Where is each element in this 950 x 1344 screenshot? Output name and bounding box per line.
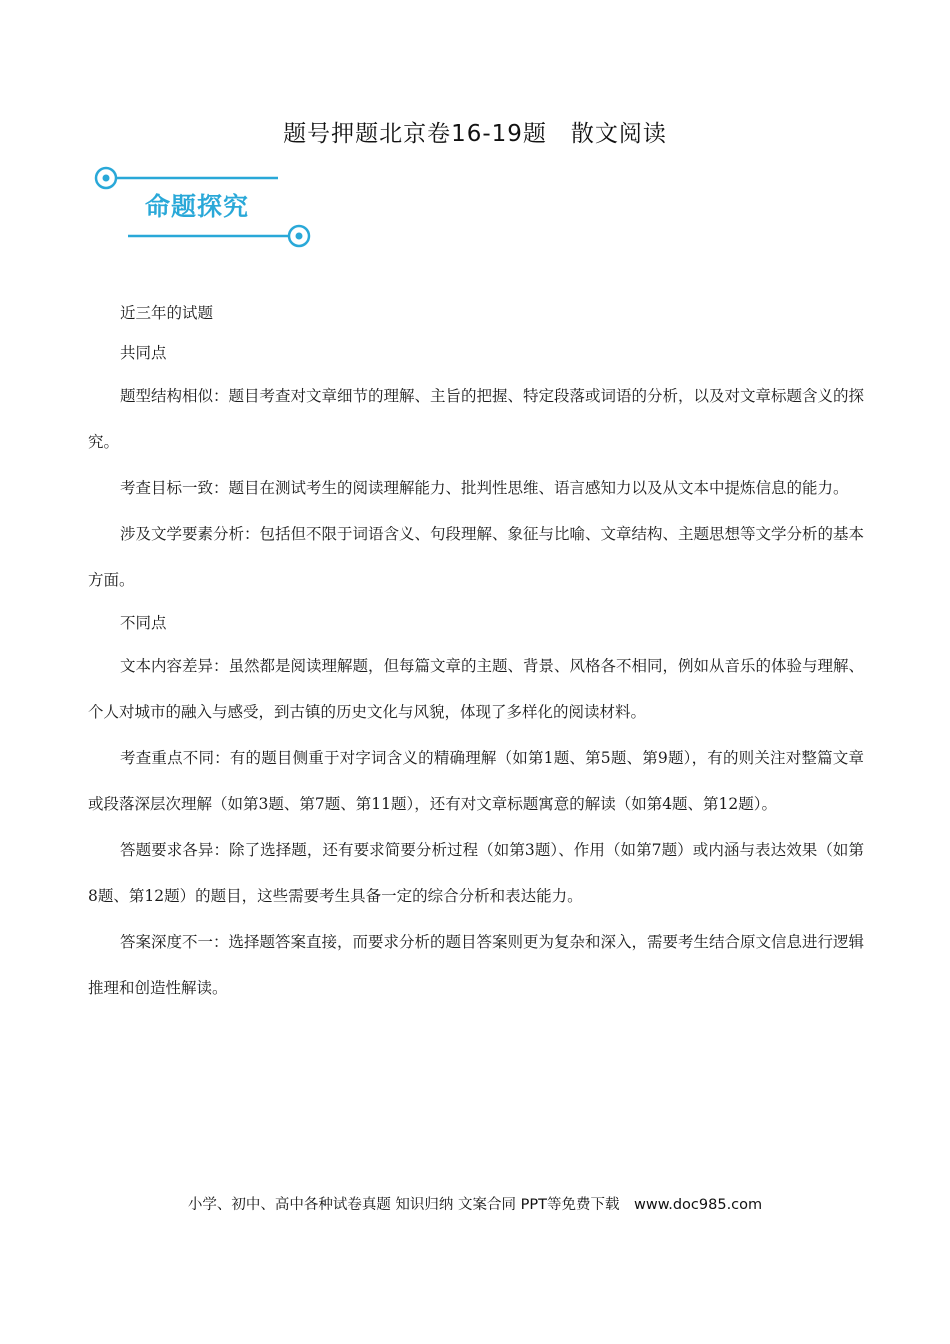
body-paragraph: 考查目标一致：题目在测试考生的阅读理解能力、批判性思维、语言感知力以及从文本中提炼信息的能力。: [120, 479, 849, 497]
subheading: 共同点: [120, 344, 167, 362]
subheading: 不同点: [120, 614, 167, 632]
body-paragraph: 文本内容差异：虽然都是阅读理解题，但每篇文章的主题、背景、风格各不相同，例如从音乐的体验与理解、个人对城市的融入与感受，到古镇的历史文化与风貌，体现了多样化的阅读材料。: [88, 657, 865, 721]
body-paragraph: 题型结构相似：题目考查对文章细节的理解、主旨的把握、特定段落或词语的分析，以及对文章标题含义的探究。: [88, 387, 865, 451]
section-badge-label: 命题探究: [145, 192, 250, 221]
subheading: 近三年的试题: [120, 304, 214, 322]
footer: 小学、初中、高中各种试卷真题 知识归纳 文案合同 PPT等免费下载 www.doc985.com: [187, 1197, 763, 1213]
body-paragraph: 答案深度不一：选择题答案直接，而要求分析的题目答案则更为复杂和深入，需要考生结合原文信息进行逻辑推理和创造性解读。: [88, 933, 865, 997]
body-paragraph: 涉及文学要素分析：包括但不限于词语含义、句段理解、象征与比喻、文章结构、主题思想等文学分析的基本方面。: [88, 525, 865, 589]
body-paragraph: 考查重点不同：有的题目侧重于对字词含义的精确理解（如第1题、第5题、第9题），有的则关注对整篇文章或段落深层次理解（如第3题、第7题、第11题），还有对文章标题寓意的解读（如第4题、第12题）。: [88, 749, 864, 813]
section-badge: [92, 160, 316, 252]
document-body: [88, 293, 864, 1011]
page-title: 题号押题北京卷16-19题 散文阅读: [283, 121, 667, 147]
body-paragraph: 答题要求各异：除了选择题，还有要求简要分析过程（如第3题）、作用（如第7题）或内涵与表达效果（如第8题、第12题）的题目，这些需要考生具备一定的综合分析和表达能力。: [88, 841, 864, 905]
